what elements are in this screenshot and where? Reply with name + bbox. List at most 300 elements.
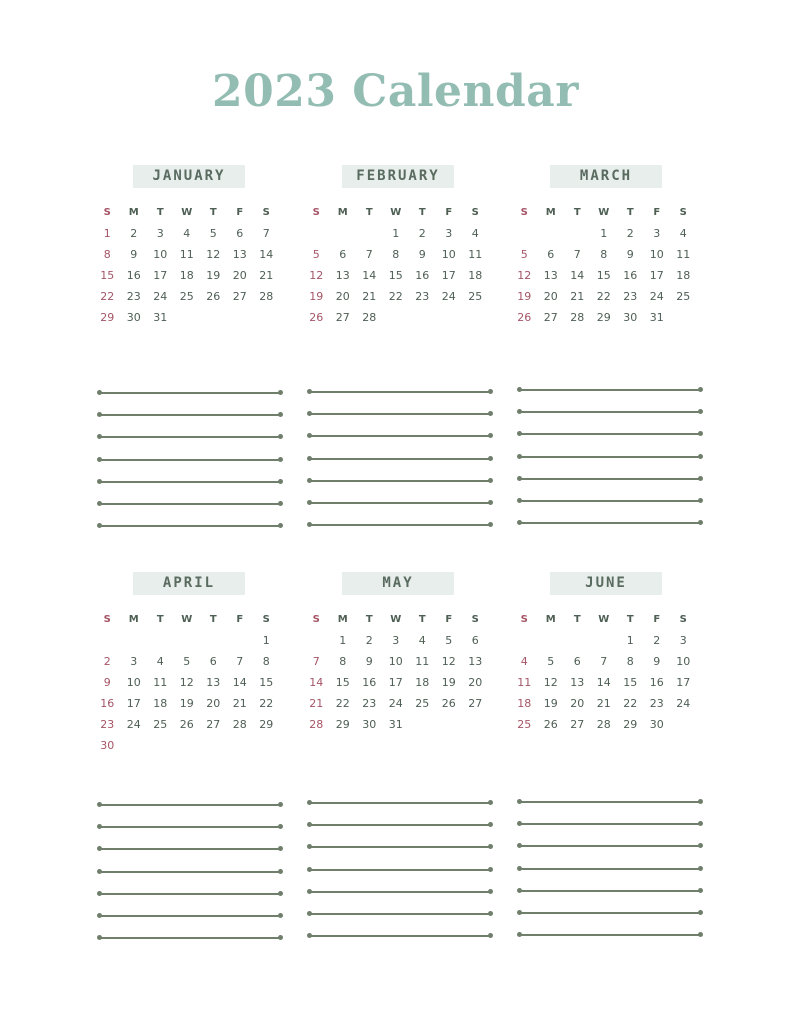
day-cell — [303, 630, 330, 651]
note-line[interactable] — [97, 794, 283, 816]
day-cell: 20 — [206, 697, 221, 710]
note-line[interactable] — [97, 493, 283, 515]
day-cell: 29 — [623, 718, 638, 731]
day-cell: 1 — [626, 634, 634, 647]
day-cell: 17 — [649, 269, 664, 282]
week-row — [511, 672, 697, 693]
day-cell — [591, 630, 618, 651]
week-row — [94, 223, 280, 244]
week-row — [94, 735, 280, 756]
weekday-label: M — [337, 614, 348, 625]
day-cell: 21 — [259, 269, 274, 282]
line-end-dot-icon — [488, 889, 493, 894]
day-cell: 14 — [596, 676, 611, 689]
weekday-row — [511, 202, 697, 223]
day-cell: 16 — [126, 269, 141, 282]
line-end-dot-icon — [698, 476, 703, 481]
line-end-dot-icon — [517, 431, 522, 436]
day-cell: 2 — [103, 655, 111, 668]
day-cell: 17 — [676, 676, 691, 689]
day-cell: 11 — [415, 655, 430, 668]
day-cell: 8 — [103, 248, 111, 261]
line-end-dot-icon — [488, 456, 493, 461]
line-end-dot-icon — [488, 867, 493, 872]
month-january — [94, 165, 284, 328]
day-cell: 24 — [676, 697, 691, 710]
weekday-label: W — [598, 614, 610, 625]
day-cell: 28 — [259, 290, 274, 303]
weekday-label: T — [156, 614, 164, 625]
line-end-dot-icon — [278, 802, 283, 807]
day-cell: 5 — [520, 248, 528, 261]
day-cell: 12 — [543, 676, 558, 689]
day-cell — [147, 630, 174, 651]
month-header: JANUARY — [133, 165, 245, 188]
note-line[interactable] — [307, 425, 493, 447]
note-line[interactable] — [517, 791, 703, 813]
note-line[interactable] — [97, 404, 283, 426]
day-cell: 30 — [126, 311, 141, 324]
line-end-dot-icon — [698, 520, 703, 525]
line-end-dot-icon — [307, 800, 312, 805]
note-line[interactable] — [517, 446, 703, 468]
day-cell: 1 — [262, 634, 270, 647]
line-end-dot-icon — [698, 799, 703, 804]
note-line[interactable] — [97, 515, 283, 537]
line-end-dot-icon — [698, 409, 703, 414]
day-cell: 27 — [468, 697, 483, 710]
day-cell: 13 — [468, 655, 483, 668]
day-cell — [200, 735, 227, 756]
line-end-dot-icon — [278, 891, 283, 896]
weekday-label: W — [181, 614, 193, 625]
day-cell: 19 — [179, 697, 194, 710]
month-header: FEBRUARY — [342, 165, 454, 188]
weekday-label: T — [626, 614, 634, 625]
day-cell: 10 — [388, 655, 403, 668]
day-cell: 22 — [335, 697, 350, 710]
day-cell: 26 — [441, 697, 456, 710]
week-row — [94, 244, 280, 265]
weekday-label: F — [653, 207, 661, 218]
line-end-dot-icon — [488, 389, 493, 394]
day-cell: 10 — [153, 248, 168, 261]
day-cell: 2 — [365, 634, 373, 647]
note-line[interactable] — [307, 903, 493, 925]
line-end-dot-icon — [488, 844, 493, 849]
line-end-dot-icon — [488, 411, 493, 416]
day-cell: 13 — [543, 269, 558, 282]
day-cell: 20 — [468, 676, 483, 689]
day-cell — [174, 735, 201, 756]
weekday-label: S — [471, 614, 479, 625]
week-row — [303, 651, 489, 672]
weekday-label: S — [312, 207, 320, 218]
day-cell: 22 — [596, 290, 611, 303]
weekday-label: T — [365, 614, 373, 625]
note-line[interactable] — [517, 902, 703, 924]
line-end-dot-icon — [307, 822, 312, 827]
weekday-label: T — [418, 614, 426, 625]
note-line[interactable] — [517, 401, 703, 423]
note-line[interactable] — [517, 379, 703, 401]
weekday-label: T — [209, 614, 217, 625]
month-june — [511, 572, 701, 735]
line-end-dot-icon — [307, 411, 312, 416]
line-end-dot-icon — [97, 824, 102, 829]
day-cell: 21 — [362, 290, 377, 303]
month-header: APRIL — [133, 572, 245, 595]
day-cell: 12 — [517, 269, 532, 282]
line-end-dot-icon — [488, 800, 493, 805]
week-row — [511, 223, 697, 244]
day-cell: 29 — [100, 311, 115, 324]
day-cell: 11 — [517, 676, 532, 689]
day-cell: 3 — [445, 227, 453, 240]
note-line[interactable] — [307, 403, 493, 425]
week-row — [303, 307, 489, 328]
weekday-label: M — [337, 207, 348, 218]
month-may — [303, 572, 493, 735]
weekday-label: T — [365, 207, 373, 218]
day-cell: 23 — [623, 290, 638, 303]
day-cell — [330, 223, 357, 244]
day-cell: 12 — [441, 655, 456, 668]
line-end-dot-icon — [517, 387, 522, 392]
week-row — [303, 693, 489, 714]
line-end-dot-icon — [488, 478, 493, 483]
day-cell: 25 — [179, 290, 194, 303]
day-cell: 26 — [543, 718, 558, 731]
week-row — [303, 714, 489, 735]
day-cell: 24 — [649, 290, 664, 303]
day-cell: 6 — [547, 248, 555, 261]
week-row — [511, 244, 697, 265]
day-cell: 14 — [362, 269, 377, 282]
line-end-dot-icon — [517, 866, 522, 871]
notes-lines — [307, 792, 493, 947]
week-row — [94, 651, 280, 672]
day-cell — [303, 223, 330, 244]
month-grid — [303, 202, 489, 328]
day-cell — [462, 307, 489, 328]
line-end-dot-icon — [278, 523, 283, 528]
line-end-dot-icon — [698, 866, 703, 871]
note-line[interactable] — [307, 514, 493, 536]
note-line[interactable] — [517, 490, 703, 512]
day-cell: 19 — [543, 697, 558, 710]
day-cell: 31 — [388, 718, 403, 731]
note-line[interactable] — [307, 836, 493, 858]
day-cell: 8 — [339, 655, 347, 668]
line-end-dot-icon — [97, 501, 102, 506]
day-cell: 10 — [649, 248, 664, 261]
day-cell: 30 — [623, 311, 638, 324]
note-line[interactable] — [97, 382, 283, 404]
day-cell: 26 — [206, 290, 221, 303]
day-cell: 14 — [232, 676, 247, 689]
line-end-dot-icon — [517, 520, 522, 525]
day-cell: 15 — [596, 269, 611, 282]
day-cell: 17 — [153, 269, 168, 282]
note-line[interactable] — [97, 905, 283, 927]
day-cell: 25 — [415, 697, 430, 710]
day-cell: 14 — [309, 676, 324, 689]
day-cell — [564, 223, 591, 244]
day-cell: 24 — [153, 290, 168, 303]
note-line[interactable] — [517, 858, 703, 880]
line-end-dot-icon — [278, 479, 283, 484]
note-line[interactable] — [97, 927, 283, 949]
day-cell: 30 — [362, 718, 377, 731]
day-cell — [538, 630, 565, 651]
day-cell — [462, 714, 489, 735]
line-end-dot-icon — [698, 387, 703, 392]
day-cell — [538, 223, 565, 244]
line-end-dot-icon — [698, 888, 703, 893]
day-cell: 16 — [623, 269, 638, 282]
week-row — [94, 630, 280, 651]
weekday-label: T — [573, 207, 581, 218]
line-end-dot-icon — [517, 476, 522, 481]
day-cell: 5 — [445, 634, 453, 647]
day-cell — [174, 630, 201, 651]
day-cell: 29 — [259, 718, 274, 731]
day-cell: 17 — [388, 676, 403, 689]
line-end-dot-icon — [517, 888, 522, 893]
day-cell: 21 — [309, 697, 324, 710]
week-row — [94, 693, 280, 714]
line-end-dot-icon — [488, 522, 493, 527]
week-row — [303, 244, 489, 265]
note-line[interactable] — [97, 471, 283, 493]
note-line[interactable] — [517, 835, 703, 857]
weekday-row — [94, 609, 280, 630]
weekday-label: F — [236, 207, 244, 218]
day-cell: 29 — [335, 718, 350, 731]
day-cell: 5 — [547, 655, 555, 668]
day-cell: 28 — [362, 311, 377, 324]
line-end-dot-icon — [517, 498, 522, 503]
day-cell — [227, 630, 254, 651]
day-cell: 16 — [415, 269, 430, 282]
day-cell — [670, 307, 697, 328]
note-line[interactable] — [307, 492, 493, 514]
day-cell: 18 — [153, 697, 168, 710]
line-end-dot-icon — [278, 846, 283, 851]
note-line[interactable] — [307, 381, 493, 403]
day-cell: 9 — [130, 248, 138, 261]
day-cell: 18 — [415, 676, 430, 689]
notes-lines — [517, 791, 703, 946]
day-cell: 7 — [312, 655, 320, 668]
note-line[interactable] — [517, 813, 703, 835]
weekday-label: S — [103, 614, 111, 625]
line-end-dot-icon — [307, 911, 312, 916]
line-end-dot-icon — [517, 843, 522, 848]
day-cell: 28 — [570, 311, 585, 324]
note-line[interactable] — [307, 470, 493, 492]
day-cell: 30 — [100, 739, 115, 752]
note-line[interactable] — [97, 449, 283, 471]
line-end-dot-icon — [97, 457, 102, 462]
note-line[interactable] — [307, 859, 493, 881]
line-end-dot-icon — [97, 935, 102, 940]
weekday-row — [94, 202, 280, 223]
day-cell: 8 — [600, 248, 608, 261]
day-cell: 20 — [543, 290, 558, 303]
line-end-dot-icon — [97, 846, 102, 851]
note-line[interactable] — [307, 792, 493, 814]
day-cell: 5 — [209, 227, 217, 240]
week-row — [303, 672, 489, 693]
day-cell: 2 — [130, 227, 138, 240]
line-end-dot-icon — [307, 889, 312, 894]
day-cell: 1 — [392, 227, 400, 240]
week-row — [303, 223, 489, 244]
day-cell: 1 — [103, 227, 111, 240]
line-end-dot-icon — [698, 431, 703, 436]
month-header: MARCH — [550, 165, 662, 188]
page-title: 2023 Calendar — [212, 66, 579, 117]
day-cell: 12 — [179, 676, 194, 689]
line-end-dot-icon — [307, 433, 312, 438]
weekday-label: F — [445, 207, 453, 218]
month-grid — [511, 609, 697, 735]
day-cell — [356, 223, 383, 244]
day-cell: 30 — [649, 718, 664, 731]
note-line[interactable] — [307, 881, 493, 903]
line-end-dot-icon — [698, 454, 703, 459]
line-end-dot-icon — [97, 523, 102, 528]
line-end-dot-icon — [698, 498, 703, 503]
note-line[interactable] — [97, 838, 283, 860]
day-cell: 25 — [517, 718, 532, 731]
line-end-dot-icon — [97, 412, 102, 417]
day-cell: 2 — [626, 227, 634, 240]
day-cell: 27 — [206, 718, 221, 731]
day-cell: 9 — [365, 655, 373, 668]
note-line[interactable] — [307, 814, 493, 836]
line-end-dot-icon — [278, 412, 283, 417]
day-cell: 22 — [623, 697, 638, 710]
day-cell: 16 — [100, 697, 115, 710]
note-line[interactable] — [97, 861, 283, 883]
day-cell: 17 — [441, 269, 456, 282]
week-row — [94, 307, 280, 328]
weekday-label: S — [471, 207, 479, 218]
day-cell: 22 — [100, 290, 115, 303]
line-end-dot-icon — [698, 843, 703, 848]
day-cell: 9 — [626, 248, 634, 261]
day-cell: 11 — [676, 248, 691, 261]
weekday-label: S — [679, 207, 687, 218]
day-cell — [409, 307, 436, 328]
week-row — [511, 693, 697, 714]
day-cell: 28 — [309, 718, 324, 731]
day-cell — [670, 714, 697, 735]
note-line[interactable] — [517, 880, 703, 902]
day-cell: 11 — [153, 676, 168, 689]
day-cell: 19 — [309, 290, 324, 303]
day-cell: 26 — [309, 311, 324, 324]
note-line[interactable] — [517, 924, 703, 946]
note-line[interactable] — [97, 426, 283, 448]
day-cell: 16 — [649, 676, 664, 689]
day-cell — [227, 307, 254, 328]
weekday-label: W — [390, 207, 402, 218]
day-cell: 7 — [236, 655, 244, 668]
day-cell: 3 — [392, 634, 400, 647]
notes-lines — [517, 379, 703, 534]
day-cell: 15 — [623, 676, 638, 689]
day-cell — [564, 630, 591, 651]
day-cell: 4 — [183, 227, 191, 240]
line-end-dot-icon — [97, 390, 102, 395]
day-cell: 11 — [468, 248, 483, 261]
day-cell: 15 — [100, 269, 115, 282]
note-line[interactable] — [307, 925, 493, 947]
day-cell: 3 — [156, 227, 164, 240]
week-row — [303, 286, 489, 307]
line-end-dot-icon — [698, 932, 703, 937]
note-line[interactable] — [307, 448, 493, 470]
day-cell: 4 — [520, 655, 528, 668]
day-cell: 17 — [126, 697, 141, 710]
day-cell: 4 — [156, 655, 164, 668]
day-cell: 4 — [418, 634, 426, 647]
day-cell: 21 — [570, 290, 585, 303]
line-end-dot-icon — [307, 867, 312, 872]
line-end-dot-icon — [307, 456, 312, 461]
day-cell: 4 — [679, 227, 687, 240]
day-cell: 8 — [626, 655, 634, 668]
day-cell — [200, 630, 227, 651]
line-end-dot-icon — [698, 910, 703, 915]
day-cell: 11 — [179, 248, 194, 261]
note-line[interactable] — [517, 512, 703, 534]
note-line[interactable] — [97, 883, 283, 905]
day-cell: 3 — [653, 227, 661, 240]
line-end-dot-icon — [488, 500, 493, 505]
day-cell: 23 — [126, 290, 141, 303]
note-line[interactable] — [517, 423, 703, 445]
note-line[interactable] — [97, 816, 283, 838]
day-cell: 8 — [262, 655, 270, 668]
weekday-label: F — [236, 614, 244, 625]
day-cell: 25 — [153, 718, 168, 731]
line-end-dot-icon — [97, 869, 102, 874]
month-april — [94, 572, 284, 756]
note-line[interactable] — [517, 468, 703, 490]
day-cell: 2 — [653, 634, 661, 647]
line-end-dot-icon — [307, 522, 312, 527]
weekday-row — [303, 609, 489, 630]
day-cell: 18 — [676, 269, 691, 282]
weekday-label: T — [156, 207, 164, 218]
day-cell — [253, 735, 280, 756]
weekday-label: T — [573, 614, 581, 625]
weekday-label: F — [653, 614, 661, 625]
day-cell — [511, 630, 538, 651]
line-end-dot-icon — [488, 933, 493, 938]
weekday-label: S — [520, 614, 528, 625]
day-cell: 16 — [362, 676, 377, 689]
day-cell: 25 — [676, 290, 691, 303]
day-cell: 13 — [206, 676, 221, 689]
day-cell: 29 — [596, 311, 611, 324]
day-cell: 1 — [339, 634, 347, 647]
